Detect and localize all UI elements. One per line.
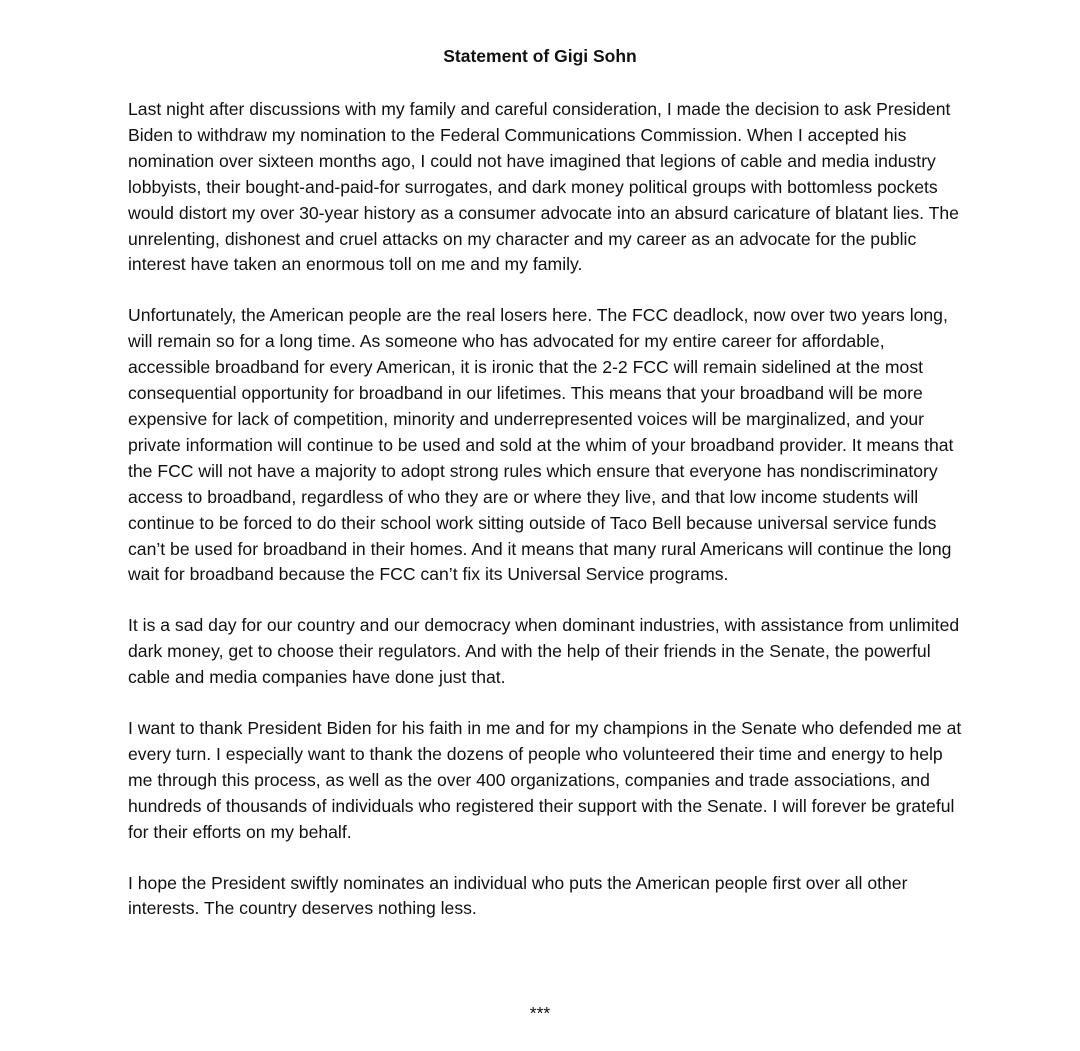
- paragraph-3: It is a sad day for our country and our democracy when dominant industries, with assistance from unlimited dark money, get to choose their regulators. And with the help of their friends in the Senate, the powerful cable and media companies have done just that.: [128, 615, 960, 688]
- paragraph-5: I hope the President swiftly nominates an individual who puts the American people first over all other interests. The country deserves nothing less.: [128, 872, 908, 919]
- paragraph-4: I want to thank President Biden for his faith in me and for my champions in the Senate who defended me at every turn. I especially want to thank the dozens of people who volunteered their time and energy to help me through this process, as well as the over 400 organizations, companies and trade associations, and hundreds of thousands of individuals who registered their support with the Senate. I will forever be grateful for their efforts on my behalf.: [128, 718, 962, 842]
- end-mark: ***: [529, 1003, 551, 1023]
- statement-body: [128, 97, 963, 947]
- paragraph-2: Unfortunately, the American people are the real losers here. The FCC deadlock, now over two years long, will remain so for a long time. As someone who has advocated for my entire career for affordable, accessible broadband for every American, it is ironic that the 2-2 FCC will remain sidelined at the most consequential opportunity for broadband in our lifetimes. This means that your broadband will be more expensive for lack of competition, minority and underrepresented voices will be marginalized, and your private information will continue to be used and sold at the whim of your broadband provider. It means that the FCC will not have a majority to adopt strong rules which ensure that everyone has nondiscriminatory access to broadband, regardless of who they are or where they live, and that low income students will continue to be forced to do their school work sitting outside of Taco Bell because universal service funds can’t be used for broadband in their homes. And it means that many rural Americans will continue the long wait for broadband because the FCC can’t fix its Universal Service programs.: [128, 305, 954, 585]
- document-title: Statement of Gigi Sohn: [443, 46, 637, 66]
- paragraph-1: Last night after discussions with my family and careful consideration, I made the decision to ask President Biden to withdraw my nomination to the Federal Communications Commission. When I accepted his nomination over sixteen months ago, I could not have imagined that legions of cable and media industry lobbyists, their bought-and-paid-for surrogates, and dark money political groups with bottomless pockets would distort my over 30-year history as a consumer advocate into an absurd caricature of blatant lies. The unrelenting, dishonest and cruel attacks on my character and my career as an advocate for the public interest have taken an enormous toll on me and my family.: [128, 99, 959, 275]
